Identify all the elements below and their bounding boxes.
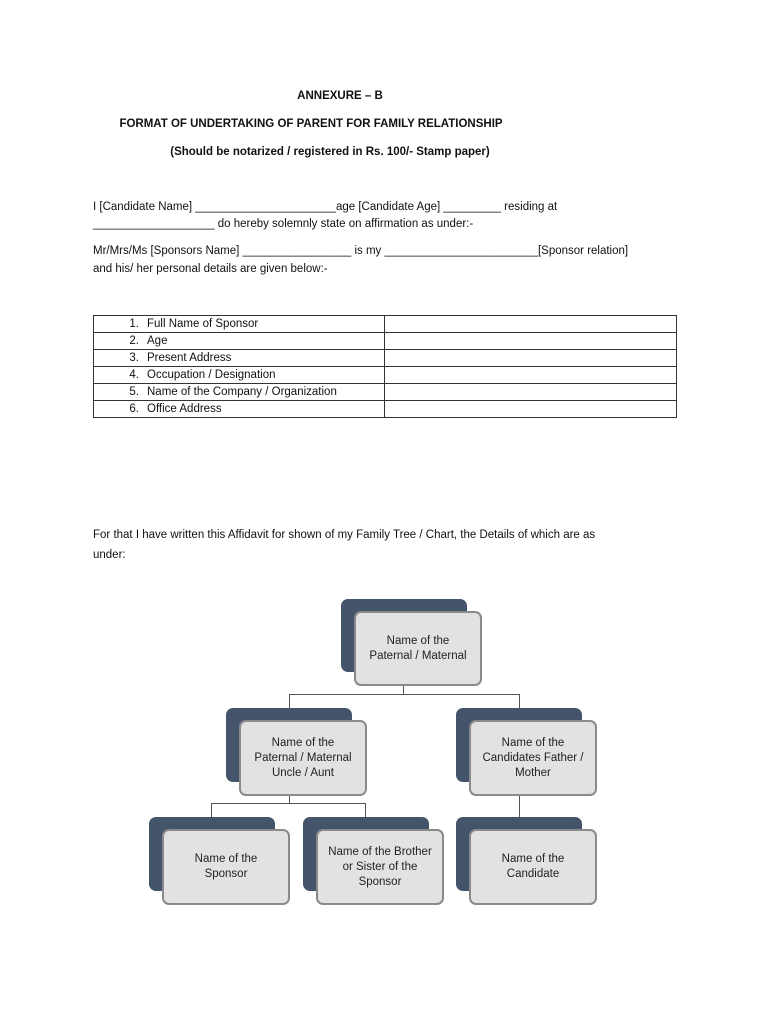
connector-line	[519, 694, 520, 709]
declaration-line-4: and his/ her personal details are given below:-	[93, 263, 328, 275]
connector-line	[211, 803, 212, 818]
row-number: 6.	[129, 402, 139, 415]
declaration-line-2: ___________________ do hereby solemnly state on affirmation as under:-	[93, 218, 474, 230]
connector-line	[519, 795, 520, 818]
node-uncle-aunt: Name of the Paternal / Maternal Uncle / Aunt	[239, 720, 367, 796]
row-number: 1.	[129, 317, 139, 330]
table-cell-label	[94, 384, 385, 401]
node-sponsor: Name of the Sponsor	[162, 829, 290, 905]
connector-line	[365, 803, 366, 818]
node-sponsor-sibling: Name of the Brother or Sister of the Sponsor	[316, 829, 444, 905]
table-row	[94, 367, 677, 384]
table-row	[94, 350, 677, 367]
row-label: Occupation / Designation	[147, 368, 276, 381]
table-row	[94, 401, 677, 418]
table-row	[94, 384, 677, 401]
table-row	[94, 333, 677, 350]
table-cell-label	[94, 401, 385, 418]
sponsor-details-table	[93, 315, 677, 418]
node-paternal-maternal: Name of the Paternal / Maternal	[354, 611, 482, 686]
table-cell-value[interactable]	[385, 333, 677, 350]
declaration-line-1: I [Candidate Name] ______________________age [Candidate Age] _________ residing at	[93, 201, 558, 213]
table-cell-label	[94, 316, 385, 333]
table-row	[94, 316, 677, 333]
table-cell-value[interactable]	[385, 367, 677, 384]
connector-line	[289, 694, 520, 695]
row-label: Present Address	[147, 351, 232, 364]
row-number: 4.	[129, 368, 139, 381]
row-number: 3.	[129, 351, 139, 364]
node-candidate: Name of the Candidate	[469, 829, 597, 905]
document-title: FORMAT OF UNDERTAKING OF PARENT FOR FAMILY RELATIONSHIP	[119, 118, 503, 130]
connector-line	[211, 803, 366, 804]
table-cell-value[interactable]	[385, 350, 677, 367]
table-cell-label	[94, 333, 385, 350]
table-cell-value[interactable]	[385, 316, 677, 333]
node-father-mother: Name of the Candidates Father / Mother	[469, 720, 597, 796]
declaration-line-3: Mr/Mrs/Ms [Sponsors Name] _________________ is my ________________________[Sponsor relation]	[93, 245, 629, 257]
table-cell-value[interactable]	[385, 384, 677, 401]
notarization-note: (Should be notarized / registered in Rs. 100/- Stamp paper)	[170, 146, 490, 158]
row-number: 5.	[129, 385, 139, 398]
row-label: Age	[147, 334, 168, 347]
row-number: 2.	[129, 334, 139, 347]
table-cell-label	[94, 367, 385, 384]
row-label: Name of the Company / Organization	[147, 385, 337, 398]
affidavit-line-1: For that I have written this Affidavit for shown of my Family Tree / Chart, the Details of which are as	[93, 529, 596, 541]
affidavit-line-2: under:	[93, 549, 126, 561]
table-cell-value[interactable]	[385, 401, 677, 418]
annexure-heading: ANNEXURE – B	[297, 90, 383, 102]
row-label: Office Address	[147, 402, 222, 415]
row-label: Full Name of Sponsor	[147, 317, 259, 330]
connector-line	[289, 694, 290, 709]
table-cell-label	[94, 350, 385, 367]
